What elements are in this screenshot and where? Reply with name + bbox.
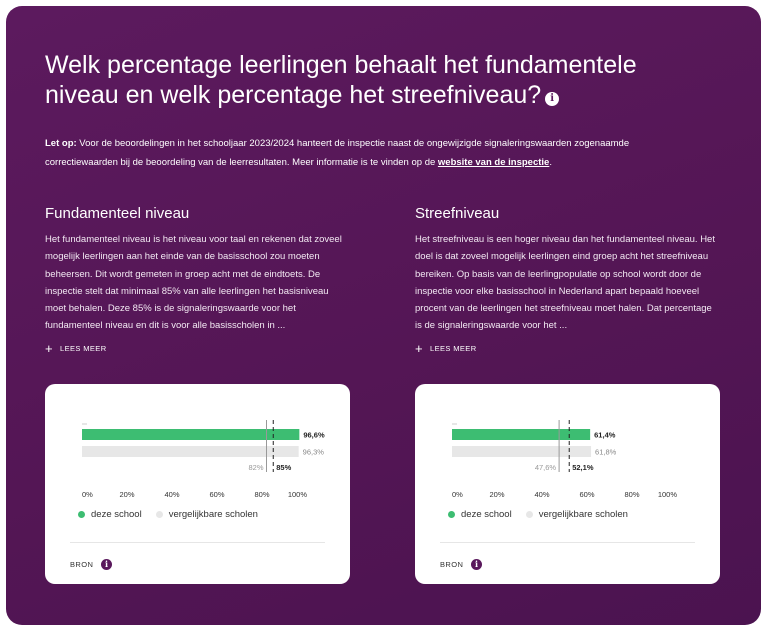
fundamenteel-body: Het fundamenteel niveau is het niveau voor taal en rekenen dat zoveel mogelijk leerlingen aan het einde van de basisschool zou moeten beheersen. Dit wordt gemeten in groep acht met de eindtoets. De inspectie stelt dat minimaal 85% van alle leerlingen het basisniveau moet behalen. Deze 85% is de signaleringswaarde voor het fundamenteel niveau en dit is voor alle basisscholen in ... [45,234,342,332]
page-title [45,50,685,110]
bar-vergelijkbaar [452,446,591,457]
axis-tick-label: 80% [624,490,640,499]
card-divider [70,542,325,543]
axis-tick-label: 60% [209,490,225,499]
bar-value-label: 96,3% [302,447,324,457]
signaleringswaarde-label: 52,1% [572,463,594,472]
legend-dot-vergelijkbaar [526,511,533,518]
bar-value-label: 61,4% [594,430,616,440]
chart-legend [78,509,272,520]
axis-tick-label: 100% [287,490,307,499]
bron-label: BRON [440,560,464,569]
streef-body: Het streefniveau is een hoger niveau dan het fundamenteel niveau. Het doel is dat zoveel mogelijk leerlingen eind groep acht het streefniveau bereiken. Op basis van de leerlingpopulatie op school wordt door de inspectie voor elke basisschool in Nederland apart bepaald hoeveel procent van de leerlingen het streefniveau moet halen. Dat percentage is de signaleringswaarde voor het ... [415,234,715,332]
legend-dot-vergelijkbaar [156,511,163,518]
legend-label-school: deze school [91,509,142,520]
fundamenteel-chart-card [45,384,350,584]
fundamenteel-section [45,204,351,354]
axis-tick-label: 20% [119,490,135,499]
correctiewaarde-label: 47,6% [534,463,557,472]
info-icon[interactable]: i [545,92,559,106]
chart-legend [448,509,642,520]
plus-icon: + [45,340,53,356]
bron-label: BRON [70,560,94,569]
streef-chart-card [415,384,720,584]
fundamenteel-lees-meer-button[interactable] [45,340,351,356]
notice-end: . [549,157,552,168]
legend-item-vergelijkbaar [526,509,628,520]
bar-value-label: 96,6% [303,430,325,440]
results-panel [6,6,761,625]
axis-tick-label: 100% [657,490,677,499]
info-icon: i [471,559,482,570]
notice-label: Let op: [45,138,77,149]
legend-label-vergelijkbaar: vergelijkbare scholen [168,509,258,520]
streef-lees-meer-button[interactable] [415,340,721,356]
fundamenteel-chart [45,384,350,504]
legend-dot-school [448,511,455,518]
axis-tick-label: 80% [254,490,270,499]
axis-tick-label: 60% [579,490,595,499]
bron-button[interactable] [440,559,482,570]
fundamenteel-heading: Fundamenteel niveau [45,205,190,222]
correctiewaarde-label: 82% [248,463,264,472]
axis-tick-label: 40% [534,490,550,499]
page-title-text: Welk percentage leerlingen behaalt het fundamentele niveau en welk percentage het streefniveau? [45,51,637,109]
streef-chart [415,384,720,504]
inspectie-link[interactable]: website van de inspectie [437,157,550,168]
legend-item-school [78,509,142,520]
legend-item-school [448,509,512,520]
axis-tick-label: 20% [489,490,505,499]
axis-tick-label: 0% [82,490,93,499]
lees-meer-label: LEES MEER [430,344,477,354]
notice [45,134,685,172]
signaleringswaarde-label: 85% [276,463,292,472]
bron-button[interactable] [70,559,112,570]
legend-dot-school [78,511,85,518]
axis-tick-label: 0% [452,490,463,499]
legend-label-vergelijkbaar: vergelijkbare scholen [538,509,628,520]
streef-heading: Streefniveau [415,205,500,222]
info-icon: i [101,559,112,570]
streef-section [415,204,721,354]
legend-item-vergelijkbaar [156,509,258,520]
bar-value-label: 61,8% [595,447,617,457]
lees-meer-label: LEES MEER [60,344,107,354]
plus-icon: + [415,340,423,356]
notice-text: Voor de beoordelingen in het schooljaar 2023/2024 hanteert de inspectie naast de ongewijzigde signaleringswaarden zogenaamde correctiewaarden bij de beoordeling van de leerresultaten. Meer informatie is te vinden op de [45,138,630,168]
legend-label-school: deze school [461,509,512,520]
card-divider [440,542,695,543]
axis-tick-label: 40% [164,490,180,499]
